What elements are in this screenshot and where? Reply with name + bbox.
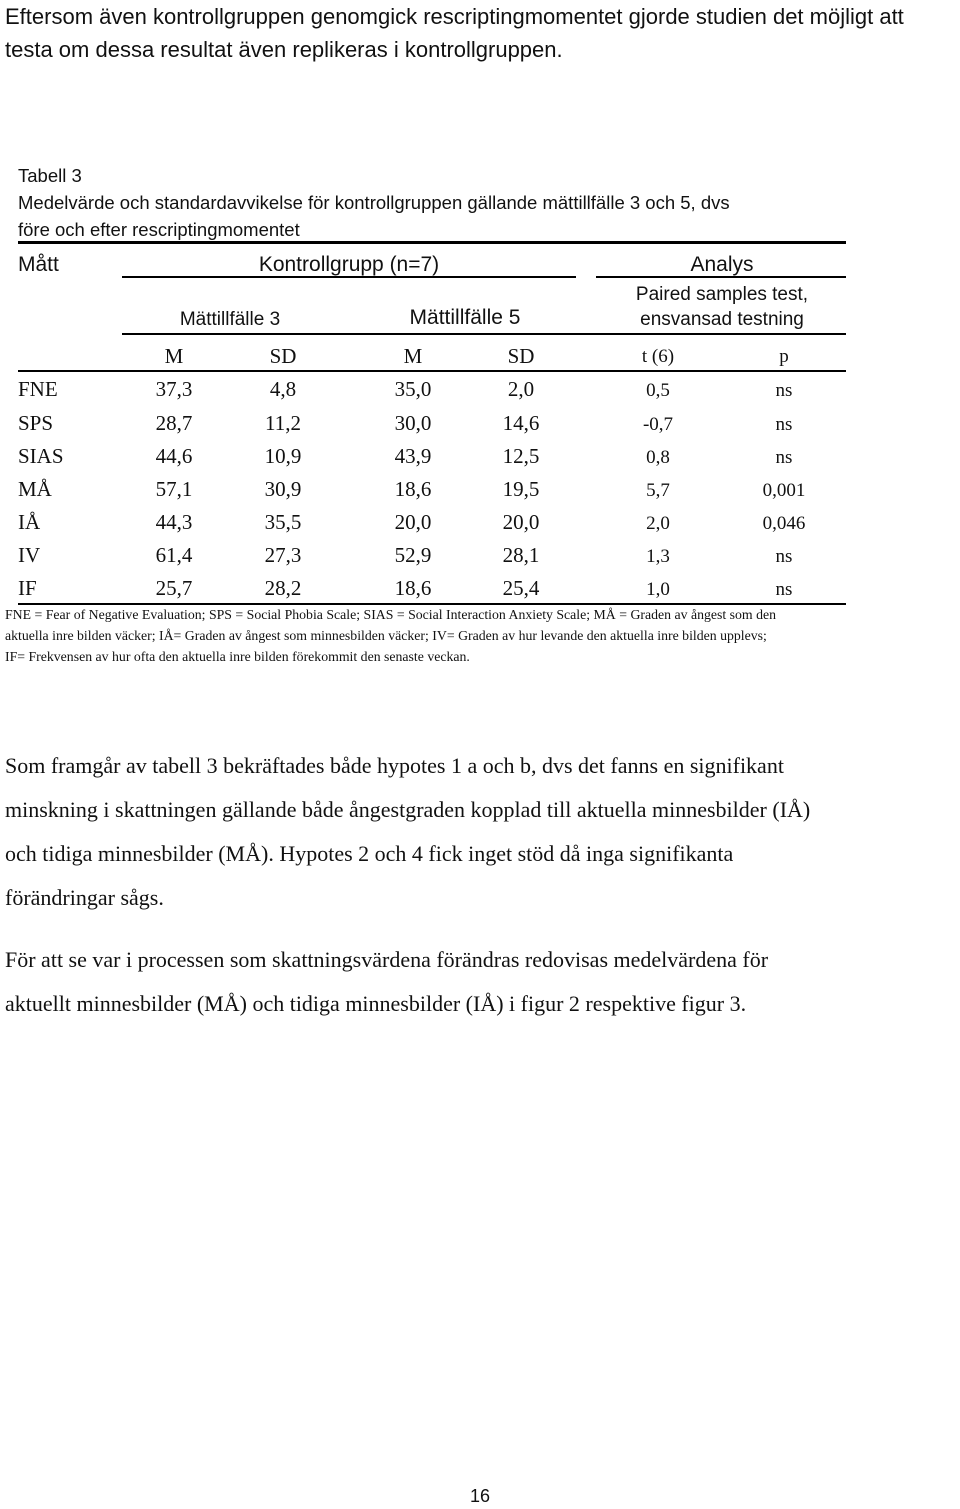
table-cell: 0,001: [762, 480, 806, 501]
header-measure: Mått: [18, 253, 59, 276]
column-header-rule: [18, 370, 846, 372]
table-cell: ns: [775, 414, 793, 435]
table-cell: ns: [775, 546, 793, 567]
intro-paragraph: [5, 0, 955, 66]
table-cell: 18,6: [394, 477, 432, 501]
table-cell: 12,5: [502, 444, 540, 468]
table-title-line-2: före och efter rescriptingmomentet: [18, 219, 300, 240]
row-label: SIAS: [18, 444, 64, 468]
table-cell: 35,0: [394, 377, 432, 401]
table-label: Tabell 3: [18, 165, 82, 186]
table-cell: 2,0: [646, 513, 670, 534]
table-cell: 10,9: [264, 444, 302, 468]
table-note-line-3: IF= Frekvensen av hur ofta den aktuella inre bilden förekommit den senaste veckan.: [5, 649, 470, 664]
row-label: SPS: [18, 411, 54, 435]
table-cell: ns: [775, 579, 793, 600]
table-cell: 28,1: [502, 543, 540, 567]
header-test-line-1: Paired samples test,: [635, 284, 809, 305]
table-cell: 44,6: [155, 444, 193, 468]
table-cell: ns: [775, 447, 793, 468]
table-cell: 1,3: [646, 546, 670, 567]
table-cell: 19,5: [502, 477, 540, 501]
table-cell: 61,4: [155, 543, 193, 567]
table-cell: 5,7: [646, 480, 670, 501]
column-header-p: p: [779, 346, 789, 367]
intro-line-2: testa om dessa resultat även replikeras i kontrollgruppen.: [5, 37, 563, 62]
table-cell: 2,0: [507, 377, 535, 401]
table-caption: [18, 162, 858, 243]
table-cell: 20,0: [394, 510, 432, 534]
column-header-sd5: SD: [507, 344, 535, 368]
paragraph-2-line-2: aktuellt minnesbilder (MÅ) och tidiga minnesbilder (IÅ) i figur 2 respektive figur 3.: [5, 991, 747, 1016]
page-number: 16: [469, 1486, 491, 1506]
header-occasion-3: Mättillfälle 3: [179, 309, 281, 330]
column-header-m5: M: [403, 344, 423, 368]
column-header-m3: M: [164, 344, 184, 368]
row-label: IV: [18, 543, 41, 567]
table-cell: 25,4: [502, 576, 540, 600]
header-occasion-5: Mättillfälle 5: [409, 306, 521, 329]
table-cell: 30,0: [394, 411, 432, 435]
table-cell: 14,6: [502, 411, 540, 435]
table-cell: 57,1: [155, 477, 193, 501]
table-cell: 4,8: [269, 377, 297, 401]
paragraph-2-line-1: För att se var i processen som skattningsvärdena förändras redovisas medelvärdena för: [5, 947, 769, 972]
table-cell: -0,7: [642, 414, 674, 435]
table-cell: ns: [775, 380, 793, 401]
intro-line-1: Eftersom även kontrollgruppen genomgick rescriptingmomentet gjorde studien det möjligt att: [5, 4, 904, 29]
table-cell: 27,3: [264, 543, 302, 567]
table-note-line-2: aktuella inre bilden väcker; IÅ= Graden av ångest som minnesbilden väcker; IV= Graden av hur levande den aktuella inre bilden upplevs;: [5, 628, 767, 643]
row-label: IF: [18, 576, 37, 600]
table-title-line-1: Medelvärde och standardavvikelse för kontrollgruppen gällande mättillfälle 3 och 5, dvs: [18, 192, 730, 213]
row-label: IÅ: [18, 510, 41, 534]
body-paragraph-2: [5, 938, 955, 1026]
paragraph-1-line-2: minskning i skattningen gällande både ångestgraden kopplad till aktuella minnesbilder (IÅ): [5, 797, 811, 822]
header-control-group: Kontrollgrupp (n=7): [258, 253, 440, 276]
column-header-sd3: SD: [269, 344, 297, 368]
table-cell: 52,9: [394, 543, 432, 567]
column-header-t: t (6): [641, 346, 675, 367]
table-cell: 37,3: [155, 377, 193, 401]
header-analysis: Analys: [690, 253, 754, 276]
row-label: MÅ: [18, 477, 52, 501]
table-cell: 35,5: [264, 510, 302, 534]
table-cell: 0,046: [762, 513, 806, 534]
table-top-rule: [18, 241, 846, 244]
table-cell: 25,7: [155, 576, 193, 600]
table-cell: 0,5: [646, 380, 670, 401]
table-cell: 18,6: [394, 576, 432, 600]
table-note: [5, 604, 957, 667]
paragraph-1-line-4: förändringar sågs.: [5, 885, 164, 910]
table-cell: 43,9: [394, 444, 432, 468]
paragraph-1-line-3: och tidiga minnesbilder (MÅ). Hypotes 2 och 4 fick inget stöd då inga signifikanta: [5, 841, 734, 866]
table-cell: 20,0: [502, 510, 540, 534]
table-cell: 30,9: [264, 477, 302, 501]
table-cell: 0,8: [646, 447, 670, 468]
body-paragraph-1: [5, 744, 955, 920]
row-label: FNE: [18, 377, 58, 401]
occasion-header-rule: [122, 333, 846, 335]
paragraph-1-line-1: Som framgår av tabell 3 bekräftades både hypotes 1 a och b, dvs det fanns en signifikant: [5, 753, 784, 778]
table-note-line-1: FNE = Fear of Negative Evaluation; SPS = Social Phobia Scale; SIAS = Social Interaction Anxiety Scale; MÅ = Graden av ångest som den: [5, 607, 777, 622]
table-cell: 1,0: [646, 579, 670, 600]
table-cell: 11,2: [265, 411, 301, 435]
header-test-line-2: ensvansad testning: [640, 309, 804, 330]
table-cell: 44,3: [155, 510, 193, 534]
table-cell: 28,7: [155, 411, 193, 435]
table-cell: 28,2: [264, 576, 302, 600]
